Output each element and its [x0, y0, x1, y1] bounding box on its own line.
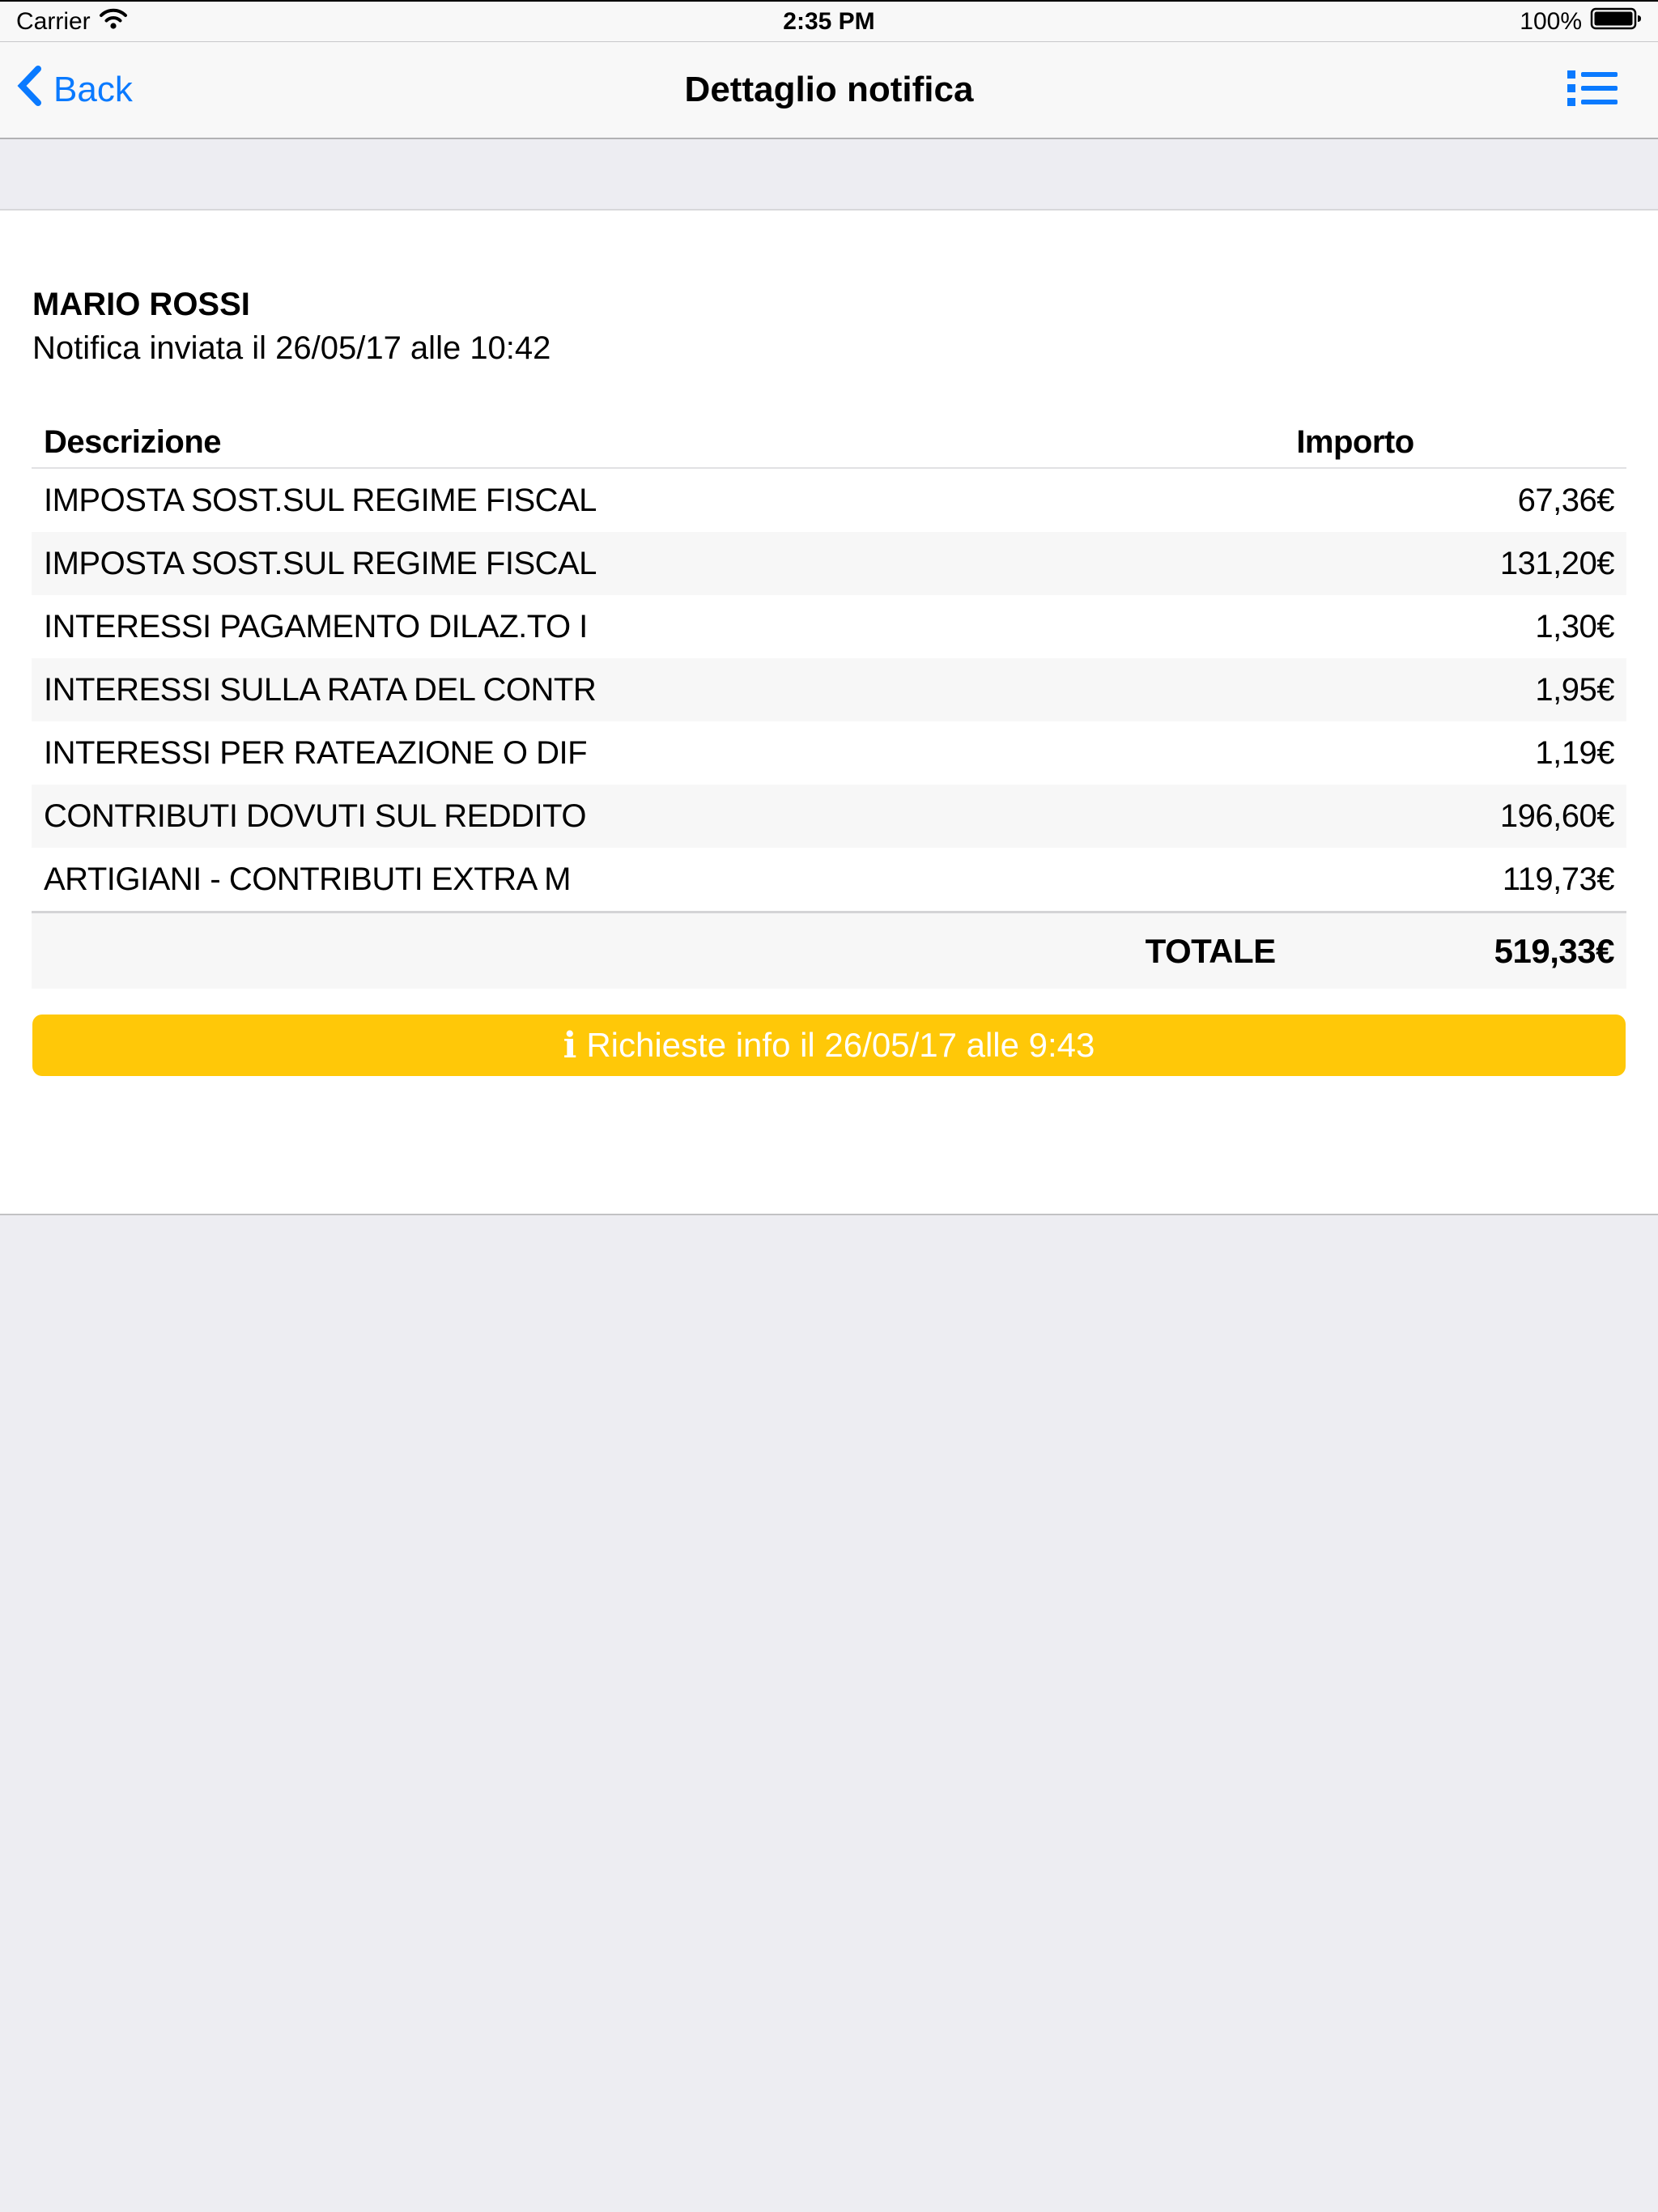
status-bar: [0, 2, 1658, 42]
section-band: [0, 139, 1658, 211]
recipient-header: [32, 286, 1626, 368]
row-description: IMPOSTA SOST.SUL REGIME FISCAL: [44, 545, 597, 581]
status-right: [1520, 2, 1643, 41]
col-header-importo: Importo: [1296, 423, 1414, 460]
row-description: ARTIGIANI - CONTRIBUTI EXTRA M: [44, 861, 571, 897]
footer-area: [0, 1214, 1658, 2212]
table-header: [32, 417, 1626, 469]
main-content: [0, 286, 1658, 1214]
list-icon: [1567, 70, 1618, 111]
status-time: 2:35 PM: [783, 7, 875, 35]
row-description: IMPOSTA SOST.SUL REGIME FISCAL: [44, 482, 597, 518]
row-description: INTERESSI PAGAMENTO DILAZ.TO I: [44, 608, 588, 644]
table-row: [32, 658, 1626, 721]
table-row: [32, 848, 1626, 911]
row-amount: 1,95€: [1535, 671, 1614, 708]
table-row: [32, 721, 1626, 785]
row-amount: 119,73€: [1502, 861, 1614, 897]
total-amount: 519,33€: [1494, 931, 1614, 970]
row-amount: 67,36€: [1517, 482, 1614, 518]
row-amount: 1,30€: [1535, 608, 1614, 644]
row-amount: 1,19€: [1535, 734, 1614, 771]
charges-table: [32, 417, 1626, 989]
recipient-subtitle: Notifica inviata il 26/05/17 alle 10:42: [32, 330, 551, 366]
total-row: [32, 911, 1626, 989]
table-row: [32, 469, 1626, 532]
back-label: Back: [53, 70, 133, 109]
table-row: [32, 532, 1626, 595]
total-label: TOTALE: [1145, 931, 1276, 970]
col-header-descrizione: Descrizione: [44, 423, 222, 460]
info-icon: i: [563, 1024, 577, 1066]
row-amount: 131,20€: [1499, 545, 1614, 581]
info-button-label: Richieste info il 26/05/17 alle 9:43: [586, 1026, 1095, 1064]
row-amount: 196,60€: [1499, 798, 1614, 834]
list-menu-button[interactable]: [1567, 42, 1618, 138]
row-description: INTERESSI SULLA RATA DEL CONTR: [44, 671, 597, 708]
nav-bar: [0, 42, 1658, 139]
row-description: INTERESSI PER RATEAZIONE O DIF: [44, 734, 588, 771]
table-row: [32, 785, 1626, 848]
info-request-button[interactable]: [32, 1015, 1626, 1076]
table-row: [32, 595, 1626, 658]
page-title: Dettaglio notifica: [684, 70, 974, 109]
battery-percent: 100%: [1520, 7, 1582, 35]
battery-icon: [1590, 6, 1643, 37]
row-description: CONTRIBUTI DOVUTI SUL REDDITO: [44, 798, 586, 834]
carrier-label: Carrier: [16, 7, 91, 35]
recipient-name: MARIO ROSSI: [32, 287, 250, 322]
